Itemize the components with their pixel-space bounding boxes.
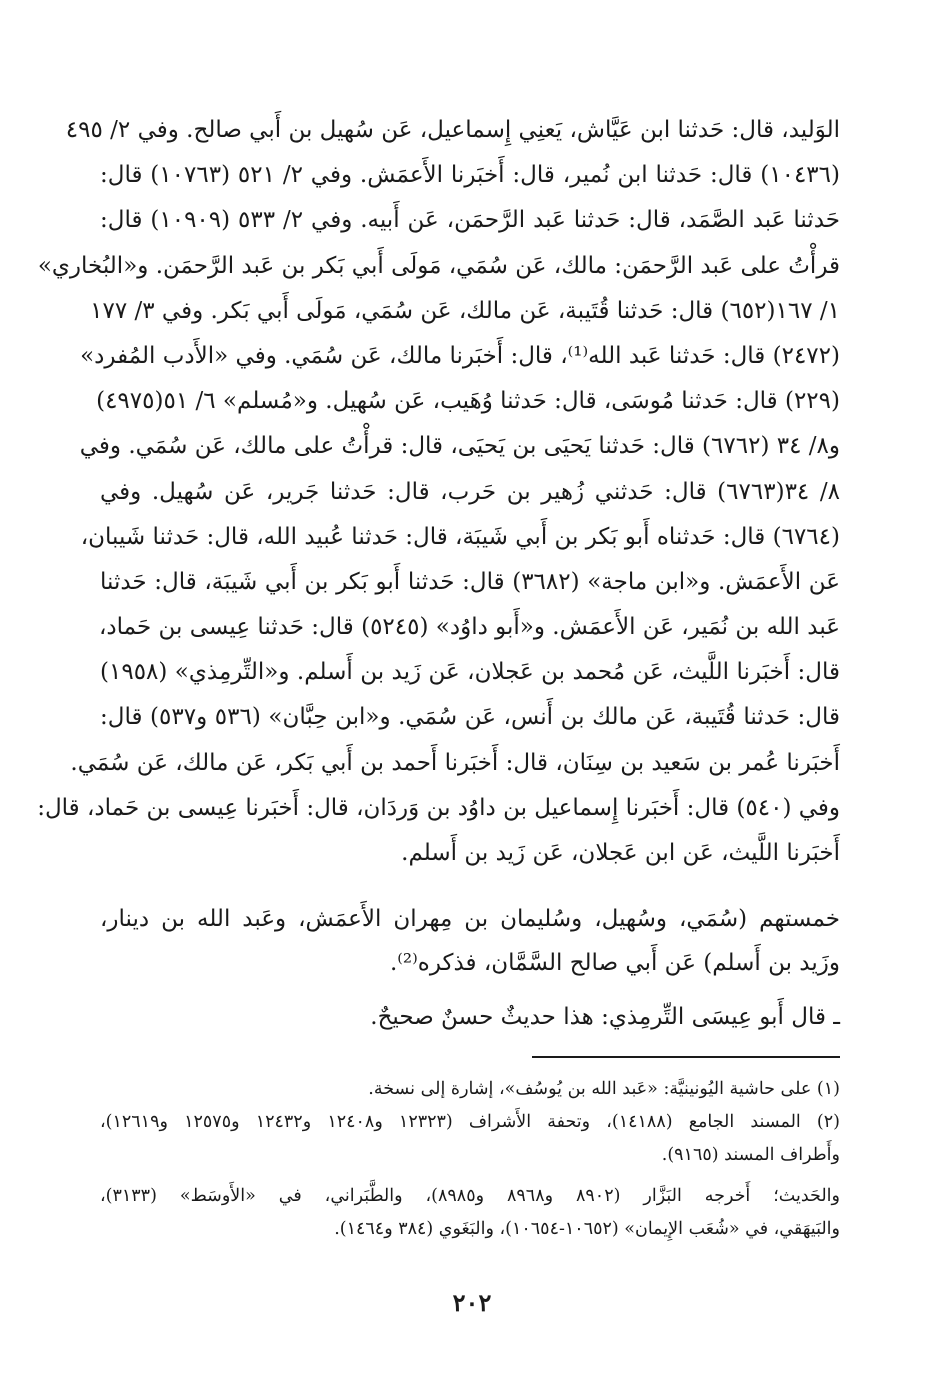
page-number: ٢٠٢ — [452, 1288, 492, 1317]
hadith-sources-cont: والبَيهَقي، في «شُعَب الإِيمان» (١٠٦٥٢-١٠٦٥٤)، والبَغَوي (٣٨٤ و١٤٦٤). — [334, 1219, 840, 1239]
footnote-2-cont: وأَطراف المسند (٩١٦٥). — [661, 1145, 840, 1165]
summary-paragraph — [100, 897, 840, 985]
tirmidhi-verdict: ـ قال أَبو عِيسَى التِّرمِذي: هذا حديثٌ حسنٌ صحيحٌ. — [370, 1004, 840, 1030]
text-line: أَخبَرنا اللَّيث، عَن ابن عَجلان، عَن زَيد بن أَسلم. — [401, 840, 840, 866]
footnote-1: (١) على حاشية اليُونينيَّة: «عَبد الله بن يُوسُف»، إشارة إلى نسخة. — [368, 1079, 840, 1099]
text-line: خمستهم (سُمَي، وسُهيل، وسُليمان بن مِهران الأَعمَش، وعَبد الله بن دينار، — [100, 906, 840, 932]
text-line: و٨/ ٣٤ (٦٧٦٢) قال: حَدثنا يَحيَى بن يَحيَى، قال: قرأْتُ على مالك، عَن سُمَي. وفي — [79, 433, 840, 460]
text-line: قرأْتُ على عَبد الرَّحمَن: مالك، عَن سُمَي، مَولَى أَبي بَكر بن عَبد الرَّحمَن. و«البُخاري» — [37, 252, 840, 279]
hadith-sources: والحَديث؛ أَخرجه البَزَّار (٨٩٠٢ و٨٩٦٨ و٨٩٨٥)، والطَّبَراني، في «الأَوسَط» (٣١٣٣)، — [100, 1186, 840, 1206]
text-line: حَدثنا عَبد الصَّمَد، قال: حَدثنا عَبد الرَّحمَن، عَن أَبيه. وفي ٢/ ٥٣٣ (١٠٩٠٩) قال: — [100, 207, 840, 234]
text-line: (٢٢٩) قال: حَدثنا مُوسَى، قال: حَدثنا وُهَيب، عَن سُهيل. و«مُسلم» ٦/ ٥١(٤٩٧٥) — [96, 388, 840, 415]
text-line: (٦٧٦٤) قال: حَدثناه أَبو بَكر بن أَبي شَيبَة، قال: حَدثنا عُبيد الله، قال: حَدثنا شَيبان، — [80, 523, 840, 550]
text-line: أَخبَرنا عُمر بن سَعيد بن سِنَان، قال: أَخبَرنا أَحمد بن أَبي بَكر، عَن مالك، عَن سُمَي. — [70, 749, 840, 776]
text-line: (١٠٤٣٦) قال: حَدثنا ابن نُمير، قال: أَخبَرنا الأَعمَش. وفي ٢/ ٥٢١ (١٠٧٦٣) قال: — [100, 162, 841, 189]
text-line: ١/ ١٦٧(٦٥٢) قال: حَدثنا قُتَيبة، عَن مالك، عَن سُمَي، مَولَى أَبي بَكر. وفي ٣/ ١٧٧ — [90, 297, 840, 324]
text-line: وزَيد بن أَسلم) عَن أَبي صالح السَّمَّان، فذكره⁽²⁾. — [389, 950, 840, 976]
main-text — [37, 108, 841, 876]
footnotes — [100, 1073, 840, 1246]
text-line: وفي (٥٤٠) قال: أَخبَرنا إِسماعيل بن داوُد بن وَردَان، قال: أَخبَرنا عِيسى بن حَماد، قال: — [37, 794, 840, 821]
text-line: ٨/ ٣٤(٦٧٦٣) قال: حَدثني زُهير بن حَرب، قال: حَدثنا جَرير، عَن سُهيل. وفي — [100, 478, 841, 505]
text-line: عَبد الله بن نُمَير، عَن الأَعمَش. و«أَبو داوُد» (٥٢٤٥) قال: حَدثنا عِيسى بن حَماد، — [98, 614, 840, 641]
text-line: قال: أَخبَرنا اللَّيث، عَن مُحمد بن عَجلان، عَن زَيد بن أَسلم. و«التِّرمِذي» (١٩٥٨) — [100, 659, 840, 686]
text-line: عَن الأَعمَش. و«ابن ماجة» (٣٦٨٢) قال: حَدثنا أَبو بَكر بن أَبي شَيبَة، قال: حَدثنا — [100, 568, 840, 595]
text-line: (٢٤٧٢) قال: حَدثنا عَبد الله⁽¹⁾، قال: أَخبَرنا مالك، عَن سُمَي. وفي «الأَدب المُفرد» — [80, 342, 840, 369]
text-line: الوَليد، قال: حَدثنا ابن عَيَّاش، يَعنِي إِسماعيل، عَن سُهيل بن أَبي صالح. وفي ٢/ ٤٩٥ — [65, 117, 840, 143]
footnote-2: (٢) المسند الجامع (١٤١٨٨)، وتحفة الأَشراف (١٢٣٢٣ و١٢٤٠٨ و١٢٤٣٢ و١٢٥٧٥ و١٢٦١٩)، — [100, 1112, 840, 1132]
text-line: قال: حَدثنا قُتَيبة، عَن مالك بن أَنس، عَن سُمَي. و«ابن حِبَّان» (٥٣٦ و٥٣٧) قال: — [100, 704, 841, 731]
footnote-divider — [532, 1056, 840, 1058]
